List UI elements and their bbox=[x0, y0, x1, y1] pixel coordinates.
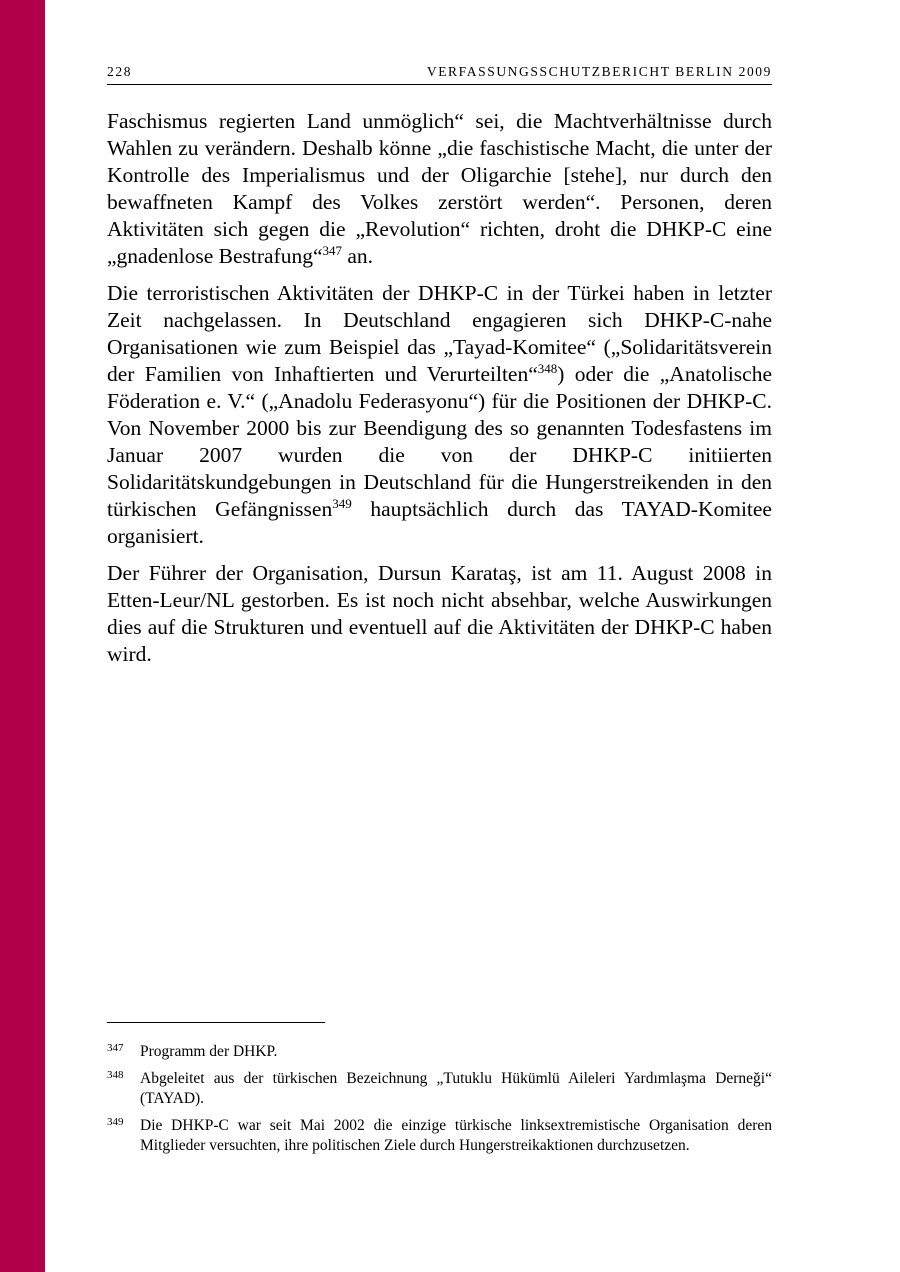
footnote-348 bbox=[107, 1069, 772, 1109]
footnotes bbox=[107, 1042, 772, 1163]
paragraph-2-text-middle: ) oder die „Anatolische Föderation e. V.“ („Anadolu Federasyonu“) für die Positionen der DHKP-C. Von November 2000 bis zur Beendigung des so genannten Todesfastens im Januar 2007 wurden die von der DHKP-C initiierten Solidaritätskundgebungen in Deutschland für die Hungerstreikenden in den türkischen Gefängnissen bbox=[107, 362, 772, 521]
paragraph-1-text: Faschismus regierten Land unmöglich“ sei, die Machtverhältnisse durch Wahlen zu verändern. Deshalb könne „die faschistische Macht, die unter der Kontrolle des Imperialismus und der Oligarchie [stehe], nur durch den bewaffneten Kampf des Volkes zerstört werden“. Personen, deren Aktivitäten sich gegen die „Revolution“ richten, droht die DHKP-C eine „gnadenlose Bestrafung“ bbox=[107, 109, 772, 268]
footnote-ref-348: 348 bbox=[537, 361, 558, 376]
paragraph-3: Der Führer der Organisation, Dursun Karataş, ist am 11. August 2008 in Etten-Leur/NL gestorben. Es ist noch nicht absehbar, welche Auswirkungen dies auf die Strukturen und eventuell auf die Aktivitäten der DHKP-C haben wird. bbox=[107, 561, 772, 666]
footnote-347 bbox=[107, 1042, 772, 1062]
footnote-number: 347 bbox=[107, 1042, 124, 1054]
footnote-text: Die DHKP-C war seit Mai 2002 die einzige türkische linksextremistische Organisation deren Mitglieder versuchten, ihre politischen Ziele durch Hungerstreikaktionen durchzusetzen. bbox=[140, 1117, 772, 1154]
paragraph-2-text-end: hauptsächlich durch das TAYAD-Komitee organisiert. bbox=[107, 497, 772, 548]
footnote-349 bbox=[107, 1116, 772, 1156]
side-color-bar bbox=[0, 0, 45, 1272]
footnote-text: Abgeleitet aus der türkischen Bezeichnung „Tutuklu Hükümlü Aileleri Yardımlaşma Derneği“ (TAYAD). bbox=[140, 1070, 772, 1107]
running-header bbox=[107, 64, 772, 85]
header-title: VERFASSUNGSSCHUTZBERICHT BERLIN 2009 bbox=[426, 64, 772, 79]
footnote-number: 348 bbox=[107, 1069, 124, 1081]
paragraph-1 bbox=[107, 108, 772, 270]
footnote-ref-349: 349 bbox=[332, 496, 352, 511]
paragraph-1-text-end: an. bbox=[342, 244, 374, 268]
paragraph-2-text: Die terroristischen Aktivitäten der DHKP-C in der Türkei haben in letzter Zeit nachgelassen. In Deutschland engagieren sich DHKP-C-nahe Organisationen wie zum Beispiel das „Tayad-Komitee“ („Solidaritätsverein der Familien von Inhaftierten und Verurteilten“ bbox=[107, 281, 772, 386]
body-text bbox=[107, 108, 772, 678]
page-number: 228 bbox=[107, 64, 133, 79]
footnote-number: 349 bbox=[107, 1116, 124, 1128]
footnote-divider bbox=[107, 1022, 325, 1023]
footnote-text: Programm der DHKP. bbox=[140, 1043, 278, 1060]
paragraph-2 bbox=[107, 280, 772, 550]
footnote-ref-347: 347 bbox=[322, 243, 343, 258]
